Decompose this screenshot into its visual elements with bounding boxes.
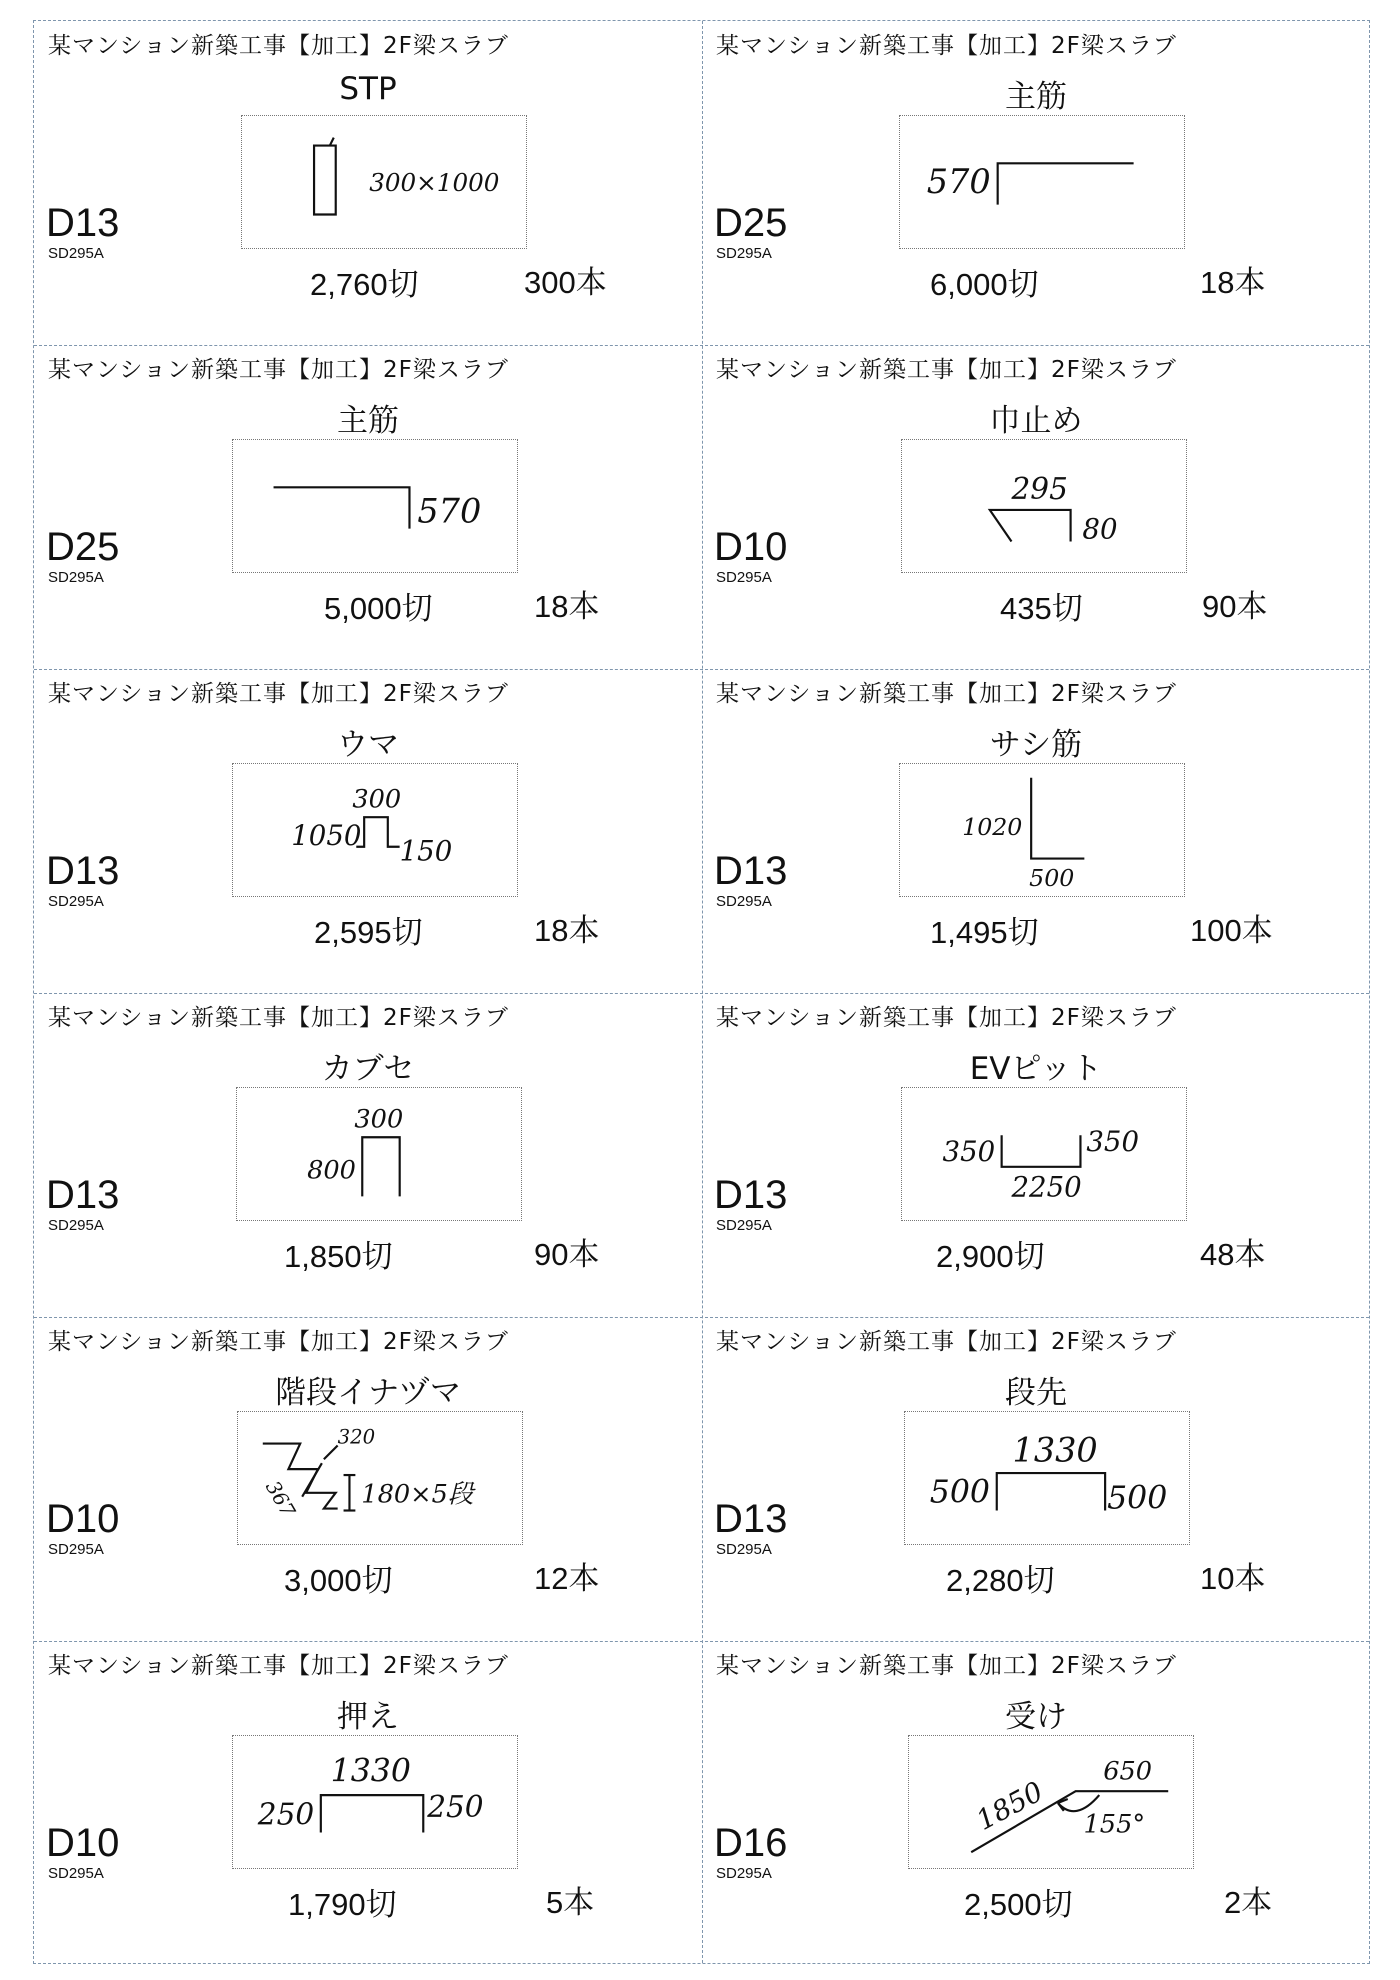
quantity: 18本 [534,589,600,624]
cut-length: 3,000切 [284,1563,393,1598]
dim-right: 350 [1086,1125,1139,1159]
steel-grade: SD295A [716,1541,772,1558]
bar-shape [1031,778,1084,859]
stirrup-hook [330,138,334,146]
project-title: 某マンション新築工事【加工】2F梁スラブ [716,1005,1177,1031]
cut-length: 5,000切 [324,591,433,626]
shape-drawing-box [232,439,518,573]
project-title: 某マンション新築工事【加工】2F梁スラブ [716,33,1177,59]
cut-length: 1,790切 [288,1887,397,1922]
dim-angle: 155° [1083,1809,1146,1840]
shape-diagram [900,116,1184,248]
cut-length: 2,760切 [310,267,419,302]
shape-drawing-box [904,1411,1190,1545]
shape-drawing-box [237,1411,523,1545]
bar-diameter: D13 [714,1173,788,1217]
quantity: 5本 [546,1885,595,1920]
dim-top: 300 [352,784,402,815]
dim-top: 1330 [1012,1430,1098,1470]
dim-slope: 1850 [970,1774,1049,1837]
rebar-card [702,993,1370,1317]
shape-drawing-box [901,1087,1187,1221]
shape-diagram [233,764,517,896]
bar-diameter: D13 [714,849,788,893]
part-type: 巾止め [989,403,1083,439]
bar-diameter: D10 [46,1497,120,1541]
part-type: 押え [337,1699,399,1735]
dim-left: 500 [929,1474,990,1511]
dim-leg: 80 [1082,512,1118,546]
dim-left: 250 [257,1797,315,1832]
shape-drawing-box [241,115,527,249]
shape-diagram [233,440,517,572]
quantity: 90本 [1202,589,1268,624]
steel-grade: SD295A [716,1865,772,1882]
rebar-card [702,1317,1370,1641]
rebar-card [702,21,1370,345]
shape-drawing-box [232,1735,518,1869]
steel-grade: SD295A [48,1217,104,1234]
project-title: 某マンション新築工事【加工】2F梁スラブ [716,1329,1177,1355]
cut-length: 6,000切 [930,267,1039,302]
shape-diagram [902,1088,1186,1220]
part-type: 主筋 [1005,79,1067,115]
steel-grade: SD295A [716,569,772,586]
part-type: サシ筋 [989,727,1083,763]
steel-grade: SD295A [716,1217,772,1234]
shape-diagram [237,1088,521,1220]
rebar-card [34,993,702,1317]
rebar-card [34,669,702,993]
cut-length: 2,500切 [964,1887,1073,1922]
steel-grade: SD295A [716,245,772,262]
part-type: 段先 [1005,1375,1067,1411]
shape-drawing-box [908,1735,1194,1869]
rebar-card [34,345,702,669]
quantity: 100本 [1190,913,1273,948]
quantity: 10本 [1200,1561,1266,1596]
quantity: 90本 [534,1237,600,1272]
bar-shape [321,1795,423,1832]
shape-drawing-box [901,439,1187,573]
part-type: EVピット [969,1051,1103,1087]
bar-shape [362,1137,399,1196]
bar-shape [274,487,410,528]
project-title: 某マンション新築工事【加工】2F梁スラブ [48,1329,509,1355]
dim-leg: 800 [307,1155,356,1186]
bar-diameter: D10 [46,1821,120,1865]
dim-top: 1330 [330,1753,411,1790]
part-type: ウマ [337,727,399,763]
project-title: 某マンション新築工事【加工】2F梁スラブ [716,357,1177,383]
bar-shape [1002,1135,1081,1167]
steel-grade: SD295A [48,893,104,910]
shape-drawing-box [236,1087,522,1221]
rebar-card [702,1641,1370,1965]
rebar-sheet [33,20,1370,1964]
steel-grade: SD295A [716,893,772,910]
bar-diameter: D13 [46,201,120,245]
rebar-card [702,345,1370,669]
dim-bottom: 500 [1029,864,1075,893]
dim-vertical: 1020 [962,812,1023,841]
cut-length: 2,280切 [946,1563,1055,1598]
shape-drawing-box [232,763,518,897]
dim-slant: 367 [260,1476,300,1521]
project-title: 某マンション新築工事【加工】2F梁スラブ [48,33,509,59]
quantity: 300本 [524,265,607,300]
shape-drawing-box [899,763,1185,897]
dim-left: 350 [942,1134,996,1168]
bar-diameter: D13 [714,1497,788,1541]
rebar-card [34,1317,702,1641]
dim-top: 300 [354,1104,404,1135]
shape-diagram [233,1736,517,1868]
shape-drawing-box [899,115,1185,249]
part-type: カブセ [321,1051,415,1087]
quantity: 2本 [1224,1885,1273,1920]
steel-grade: SD295A [48,569,104,586]
steel-grade: SD295A [48,1865,104,1882]
dim-hook: 570 [926,161,991,201]
shape-diagram [900,764,1184,896]
dim-hook: 570 [417,491,482,531]
dim-size: 300×1000 [369,167,500,197]
bar-shape [990,510,1071,542]
dim-right: 500 [1107,1480,1168,1517]
bar-diameter: D13 [46,1173,120,1217]
dim-top: 295 [1011,472,1068,507]
bar-diameter: D13 [46,849,120,893]
project-title: 某マンション新築工事【加工】2F梁スラブ [48,681,509,707]
dim-top: 650 [1103,1756,1153,1787]
quantity: 18本 [1200,265,1266,300]
rebar-card [702,669,1370,993]
quantity: 48本 [1200,1237,1266,1272]
shape-diagram [242,116,526,248]
quantity: 12本 [534,1561,600,1596]
project-title: 某マンション新築工事【加工】2F梁スラブ [48,1653,509,1679]
cut-length: 435切 [1000,591,1083,626]
cut-length: 2,900切 [936,1239,1045,1274]
bar-diameter: D25 [46,525,120,569]
shape-diagram [238,1412,522,1544]
bar-shape [998,163,1134,204]
bar-diameter: D25 [714,201,788,245]
bar-diameter: D16 [714,1821,788,1865]
cut-length: 1,495切 [930,915,1039,950]
quantity: 18本 [534,913,600,948]
part-type: 受け [1005,1699,1067,1735]
bar-shape [356,817,399,847]
bar-diameter: D10 [714,525,788,569]
dim-rise: 180×5段 [361,1479,474,1510]
steel-grade: SD295A [48,1541,104,1558]
rebar-card [34,21,702,345]
rebar-card [34,1641,702,1965]
shape-diagram [902,440,1186,572]
steel-grade: SD295A [48,245,104,262]
project-title: 某マンション新築工事【加工】2F梁スラブ [716,1653,1177,1679]
dim-right: 250 [427,1789,484,1824]
part-type: STP [339,71,397,107]
bar-shape [997,1473,1105,1510]
project-title: 某マンション新築工事【加工】2F梁スラブ [716,681,1177,707]
dim-bottom: 2250 [1011,1170,1082,1204]
cut-length: 2,595切 [314,915,423,950]
shape-diagram [905,1412,1189,1544]
project-title: 某マンション新築工事【加工】2F梁スラブ [48,357,509,383]
dim-left: 1050 [291,818,362,852]
part-type: 階段イナヅマ [275,1375,461,1411]
cut-length: 1,850切 [284,1239,393,1274]
dim-right: 150 [399,834,453,868]
project-title: 某マンション新築工事【加工】2F梁スラブ [48,1005,509,1031]
part-type: 主筋 [337,403,399,439]
dim-tread: 320 [337,1425,376,1449]
stirrup-shape [314,146,336,215]
shape-diagram [909,1736,1193,1868]
